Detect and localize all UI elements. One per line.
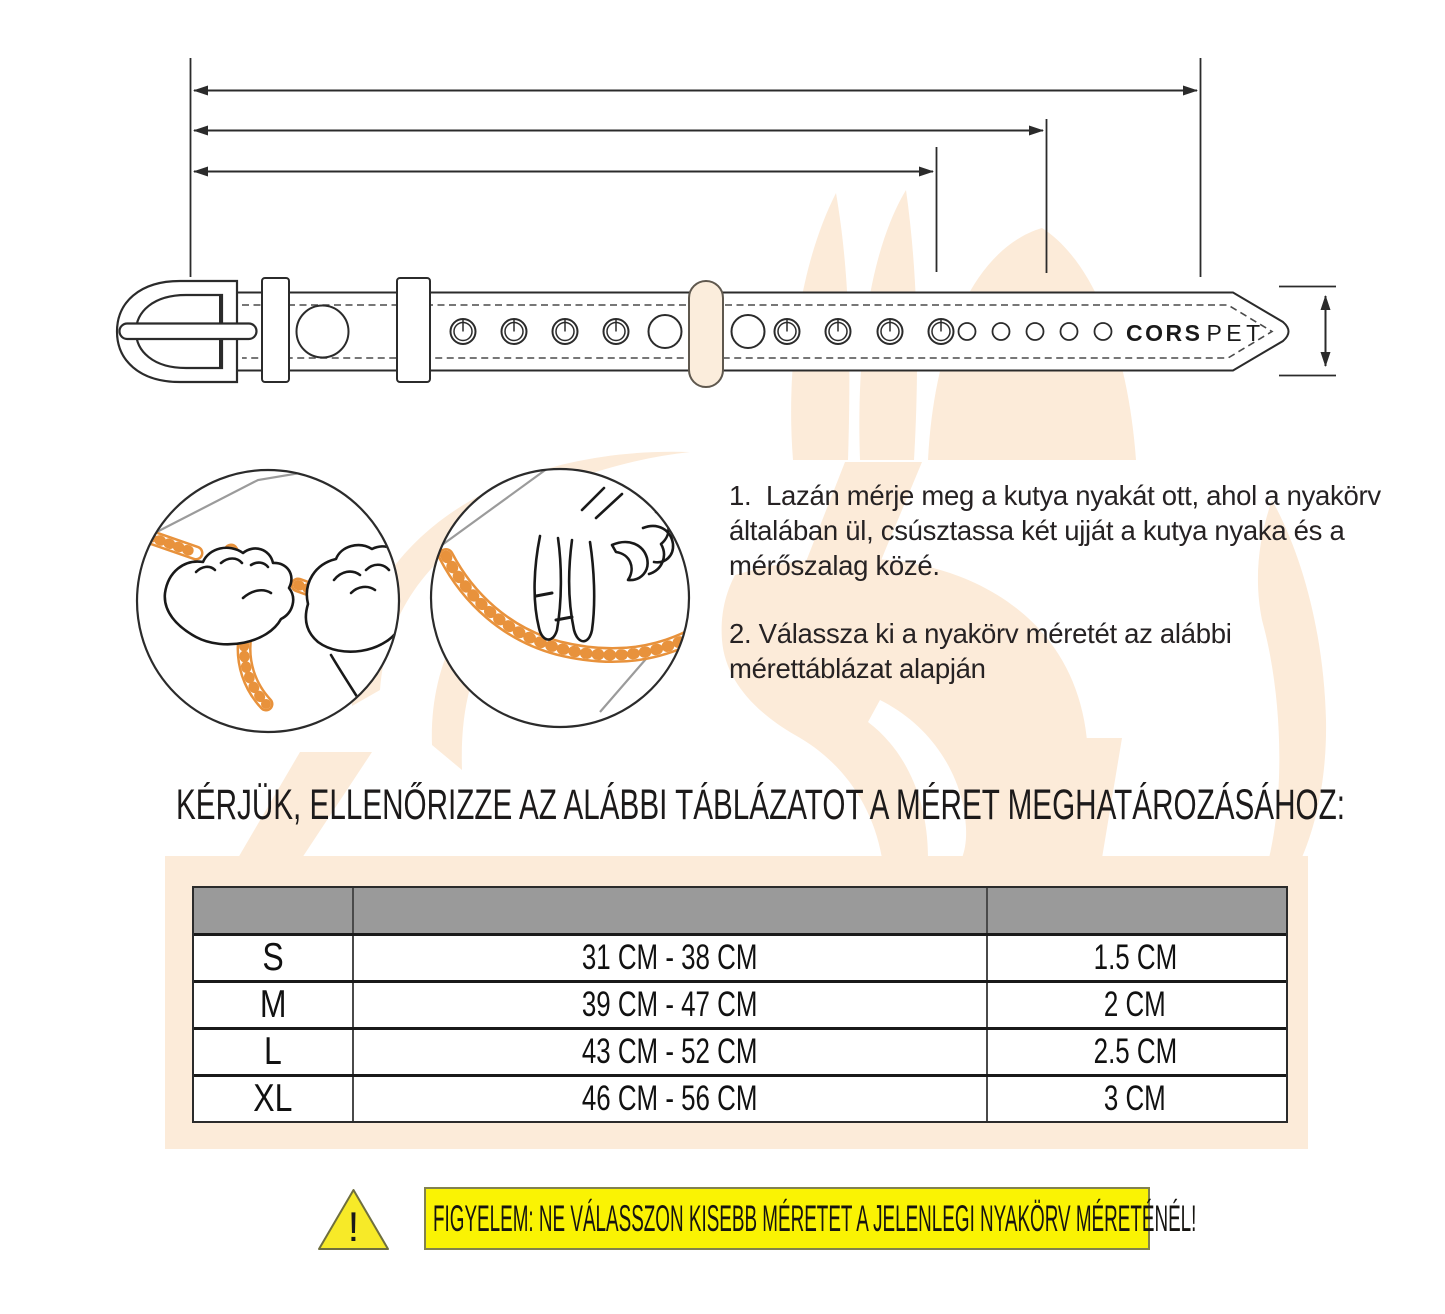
cell-neck-range: 39 CM - 47 CM [354, 983, 988, 1027]
collar-drawing [117, 278, 1289, 387]
buckle-prong [120, 324, 257, 340]
measure-illustration-1 [137, 466, 472, 732]
measure-illustration-2 [431, 404, 706, 727]
cell-neck-range: 31 CM - 38 CM [354, 936, 988, 980]
table-row [194, 933, 1286, 980]
table-row [194, 1074, 1286, 1121]
header-cell-size [194, 888, 354, 933]
cell-size: M [194, 983, 354, 1027]
keeper-loop [397, 278, 430, 382]
cell-size: XL [194, 1077, 354, 1121]
table-row [194, 1027, 1286, 1074]
brand-logo [1126, 320, 1265, 346]
cell-neck-range: 46 CM - 56 CM [354, 1077, 988, 1121]
hole-large [649, 315, 682, 348]
cell-width: 3 CM [1104, 1079, 1166, 1118]
cell-width: 2.5 CM [1093, 1032, 1177, 1071]
instruction-steps [729, 478, 1389, 686]
warning-triangle-icon [319, 1190, 388, 1250]
cell-width: 1.5 CM [1093, 938, 1177, 977]
warning-banner [424, 1187, 1197, 1250]
cell-size: L [194, 1030, 354, 1074]
warning-exclamation-glyph: ! [347, 1203, 360, 1250]
size-table-heading: KÉRJÜK, ELLENŐRIZZE AZ ALÁBBI TÁBLÁZATOT A MÉRET MEGHATÁROZÁSÁHOZ: [176, 781, 1345, 829]
instruction-step-1: 1. Lazán mérje meg a kutya nyakát ott, ahol a nyakörv általában ül, csúsztassa két ujját a kutya nyaka és a mérőszalag közé. [729, 480, 1389, 581]
table-header-row [194, 888, 1286, 933]
warning-text: FIGYELEM: NE VÁLASSZON KISEBB MÉRETET A JELENLEGI NYAKÖRV MÉRETÉNÉL! [433, 1197, 1197, 1239]
table-row [194, 980, 1286, 1027]
size-table [192, 886, 1288, 1123]
rivet-circle [297, 306, 349, 358]
sliding-keeper-loop [689, 281, 723, 387]
header-cell-neck-range [354, 888, 988, 933]
cell-neck-range: 43 CM - 52 CM [354, 1030, 988, 1074]
cell-width: 2 CM [1104, 985, 1166, 1024]
header-cell-width [988, 888, 1282, 933]
instruction-step-2: 2. Válassza ki a nyakörv méretét az alábbi mérettáblázat alapján [729, 618, 1239, 684]
cell-size: S [194, 936, 354, 980]
brand-logo-bold: CORS [1126, 320, 1203, 346]
keeper-loop [262, 278, 289, 382]
hole-large [732, 315, 765, 348]
brand-logo-light: PET [1206, 320, 1265, 346]
